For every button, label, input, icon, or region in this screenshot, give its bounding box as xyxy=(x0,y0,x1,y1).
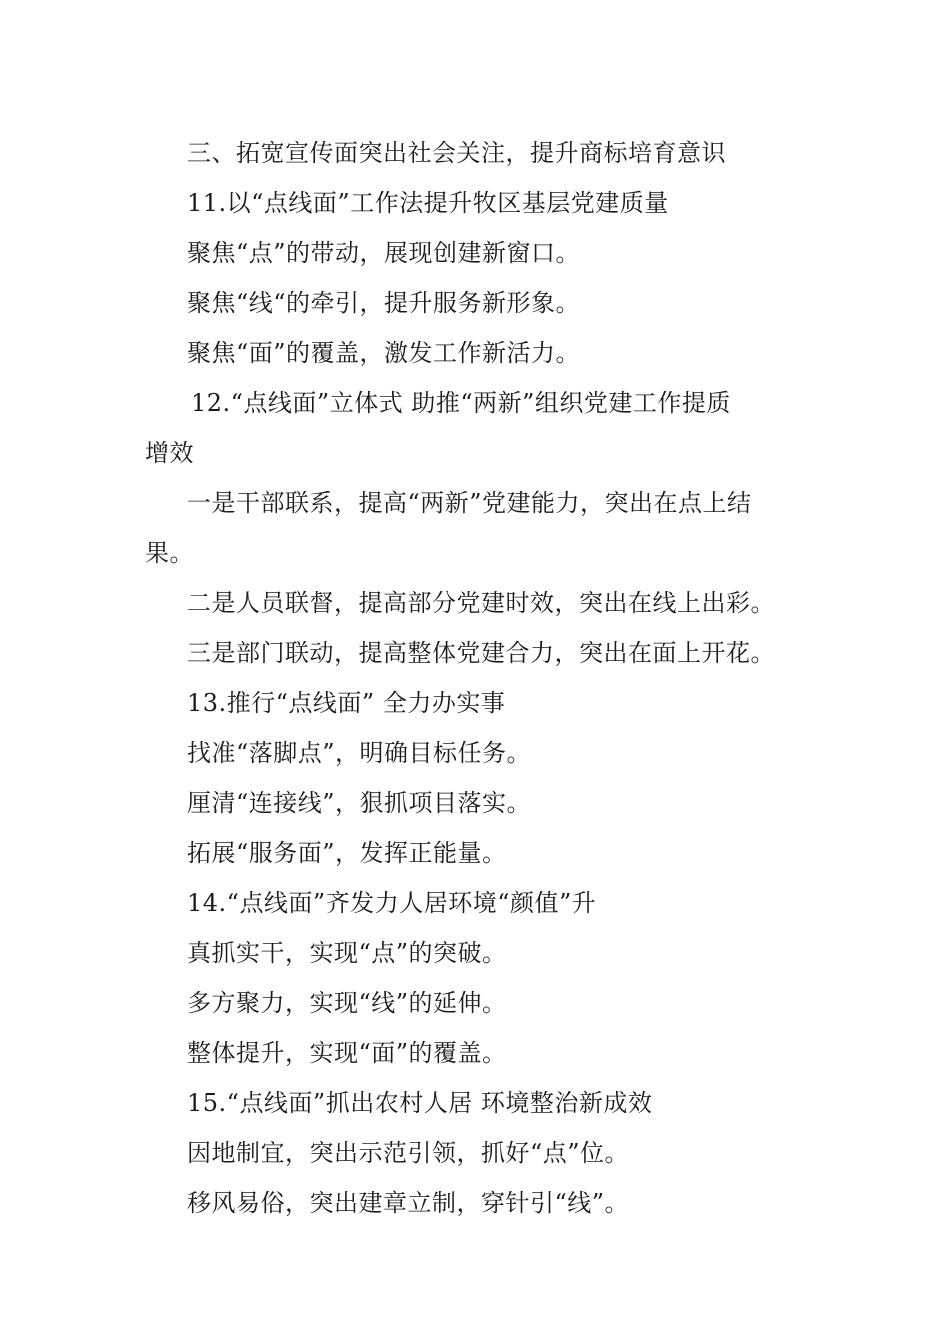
paragraph-line: 拓展“服务面”，发挥正能量。 xyxy=(187,839,507,867)
paragraph-line: 移风易俗，突出建章立制，穿针引“线”。 xyxy=(187,1189,630,1217)
paragraph-line: 三是部门联动，提高整体党建合力，突出在面上开花。 xyxy=(187,639,775,667)
paragraph-line-continued: 果。 xyxy=(145,539,194,567)
paragraph-line: 多方聚力，实现“线”的延伸。 xyxy=(187,989,507,1017)
item-heading-12-continued: 增效 xyxy=(145,439,194,467)
item-heading-11: 11.以“点线面”工作法提升牧区基层党建质量 xyxy=(187,189,669,217)
paragraph-line: 真抓实干，实现“点”的突破。 xyxy=(187,939,507,967)
document-body xyxy=(145,128,815,1228)
item-heading-12: 12.“点线面”立体式 助推“两新”组织党建工作提质 xyxy=(191,389,731,417)
paragraph-line: 厘清“连接线”，狠抓项目落实。 xyxy=(187,789,532,817)
paragraph-line: 聚焦“面”的覆盖，激发工作新活力。 xyxy=(187,339,581,367)
item-heading-14: 14.“点线面”齐发力人居环境“颜值”升 xyxy=(187,889,597,917)
paragraph-line: 聚焦“线“的牵引，提升服务新形象。 xyxy=(187,289,581,317)
item-heading-15: 15.“点线面”抓出农村人居 环境整治新成效 xyxy=(187,1089,653,1117)
paragraph-line: 找准“落脚点”，明确目标任务。 xyxy=(187,739,532,767)
paragraph-line: 整体提升，实现“面”的覆盖。 xyxy=(187,1039,507,1067)
section-heading: 三、拓宽宣传面突出社会关注，提升商标培育意识 xyxy=(187,139,726,167)
paragraph-line: 一是干部联系，提高“两新”党建能力，突出在点上结 xyxy=(187,489,752,517)
paragraph-line: 因地制宜，突出示范引领，抓好“点”位。 xyxy=(187,1139,630,1167)
item-heading-13: 13.推行“点线面” 全力办实事 xyxy=(187,689,506,717)
paragraph-line: 聚焦“点”的带动，展现创建新窗口。 xyxy=(187,239,581,267)
paragraph-line: 二是人员联督，提高部分党建时效，突出在线上出彩。 xyxy=(187,589,775,617)
